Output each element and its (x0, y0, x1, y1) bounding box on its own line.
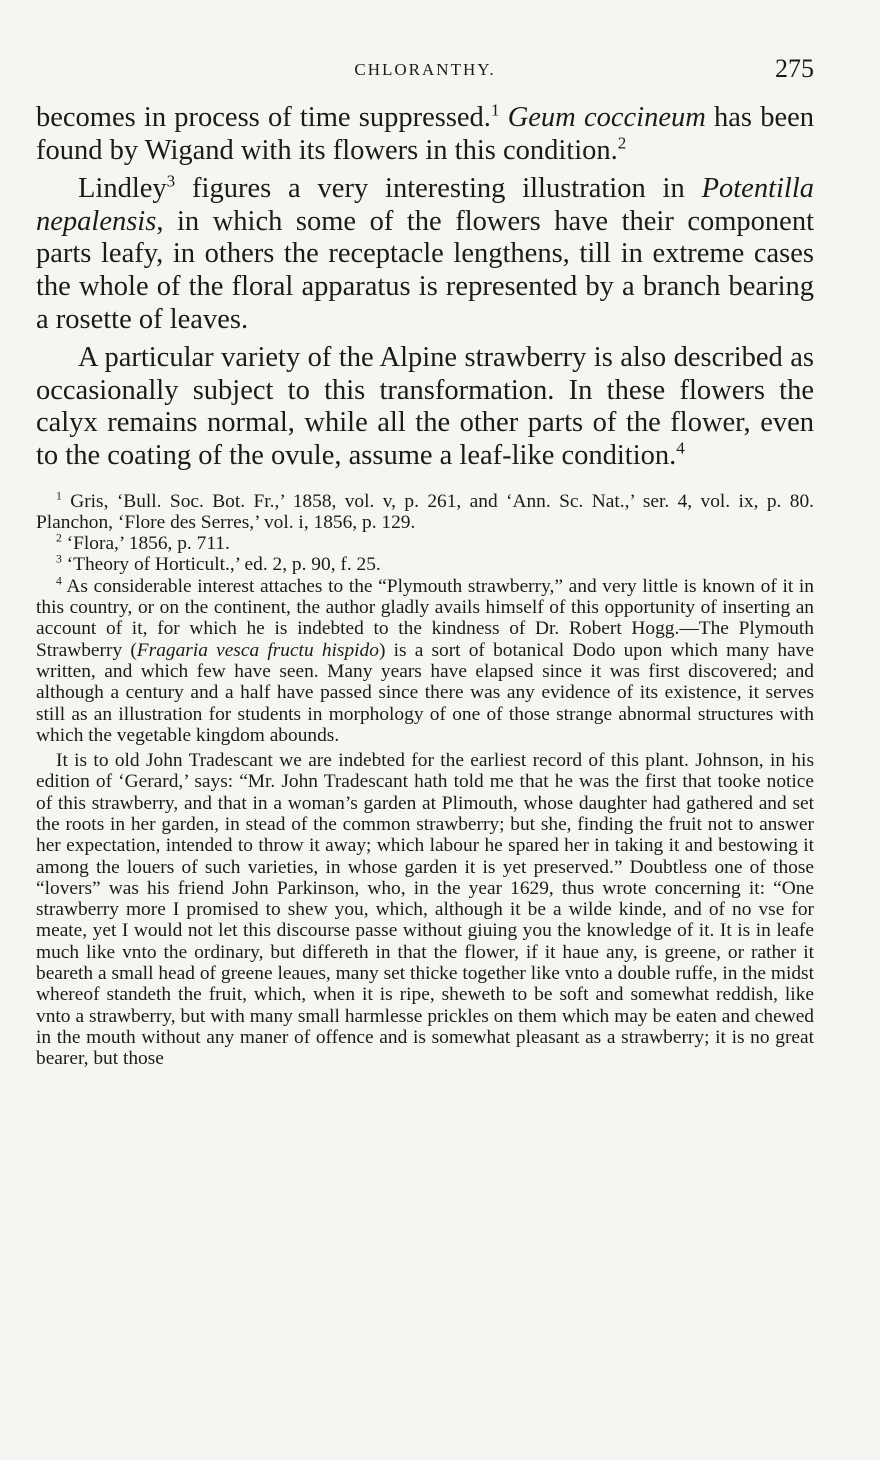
species-name-potentilla: Potentilla nepalensis (36, 173, 814, 237)
paragraph-2 (36, 173, 814, 336)
paragraph-2-text-c: , in which some of the flowers have their component parts leafy, in others the receptacle lengthens, till in extreme cases the whole of the floral apparatus is represented by a branch bearing a rosette of leaves. (36, 205, 814, 335)
paragraph-2-text-b: figures a very interesting illustration in (175, 173, 702, 205)
page-number: 275 (775, 54, 814, 83)
footnote-2 (36, 533, 814, 554)
footnote-2-text: ‘Flora,’ 1856, p. 711. (61, 533, 230, 555)
paragraph-1 (36, 102, 814, 167)
paragraph-3 (36, 342, 814, 472)
footnote-ref-3: 3 (166, 171, 176, 191)
footnote-4-marker: 4 (56, 574, 62, 588)
paragraph-3-text: A particular variety of the Alpine strawberry is also described as occasionally subject to this transformation. In these flowers the calyx remains normal, while all the other parts of the flower, even to the coating of the ovule, assume a leaf-like condition. (36, 342, 814, 471)
running-head (36, 56, 814, 92)
footnote-ref-2: 2 (617, 133, 627, 153)
species-name-geum: Geum coccineum (507, 102, 706, 133)
footnote-3 (36, 554, 814, 575)
paragraph-1-text-a: becomes in process of time suppressed. (36, 102, 491, 133)
footnote-1-text: Gris, ‘Bull. Soc. Bot. Fr.,’ 1858, vol. v, p. 261, and ‘Ann. Sc. Nat.,’ ser. 4, vol. ix, p. 80. Planchon, ‘Flore des Serres,’ vol. i, 1856, p. 129. (36, 490, 814, 533)
main-text (36, 102, 814, 473)
footnotes (36, 491, 814, 1070)
running-title: CHLORANTHY. (354, 60, 496, 79)
paragraph-2-text-a: Lindley (78, 173, 167, 205)
footnote-1 (36, 491, 814, 534)
footnote-1-marker: 1 (56, 489, 62, 503)
footnote-2-marker: 2 (56, 531, 62, 545)
footnote-ref-1: 1 (490, 100, 500, 120)
footnote-4-text-b: ) is a sort of botanical Dodo upon which many have written, and which few have seen. Many years have elapsed since it was first discovered; and although a century and a half have passed since there was any evidence of its existence, it serves still as an illustration for students in morphology of one of those strange abnormal structures with which the vegetable kingdom abounds. (36, 639, 814, 746)
footnote-3-marker: 3 (56, 552, 62, 566)
species-name-fragaria: Fragaria vesca fructu hispido (136, 639, 379, 661)
book-page (36, 56, 814, 1070)
paragraph-1-text-b: has been found by Wigand with its flowers in this condition. (36, 102, 815, 166)
footnote-4-text-a: As considerable interest attaches to the “Plymouth strawberry,” and very little is known of it in this country, or on the continent, the author gladly avails himself of this opportunity of inserting an account of it, for which he is indebted to the kindness of Dr. Robert Hogg.—The Plymouth Strawberry ( (36, 575, 814, 661)
footnote-4 (36, 576, 814, 746)
footnote-4-paragraph-2: It is to old John Tradescant we are indebted for the earliest record of this plant. Johnson, in his edition of ‘Gerard,’ says: “Mr. John Tradescant hath told me that he was the first that tooke notice of this strawberry, and that in a woman’s garden at Plimouth, whose daughter had gathered and set the roots in her garden, in stead of the common strawberry; but she, finding the fruit not to answer her expectation, intended to throw it away; which labour he spared her in taking it and bestowing it among the louers of such varieties, in whose garden it is yet preserved.” Doubtless one of those “lovers” was his friend John Parkinson, who, in the year 1629, thus wrote concerning it: “One strawberry more I promised to shew you, which, although it be a wilde kinde, and of no vse for meate, yet I would not let this discourse passe without giuing you the knowledge of it. It is in leafe much like vnto the ordinary, but differeth in that the flower, if it haue any, is greene, or rather it beareth a small head of greene leaues, many set thicke together like vnto a double ruffe, in the midst whereof standeth the fruit, which, when it is ripe, sheweth to be soft and somewhat reddish, like vnto a strawberry, but with many small harmlesse prickles on them which may be eaten and chewed in the mouth without any maner of offence and is somewhat pleasant as a strawberry; it is no great bearer, but those (36, 750, 814, 1070)
footnote-ref-4: 4 (676, 438, 685, 458)
footnote-3-text: ‘Theory of Horticult.,’ ed. 2, p. 90, f. 25. (61, 554, 381, 576)
